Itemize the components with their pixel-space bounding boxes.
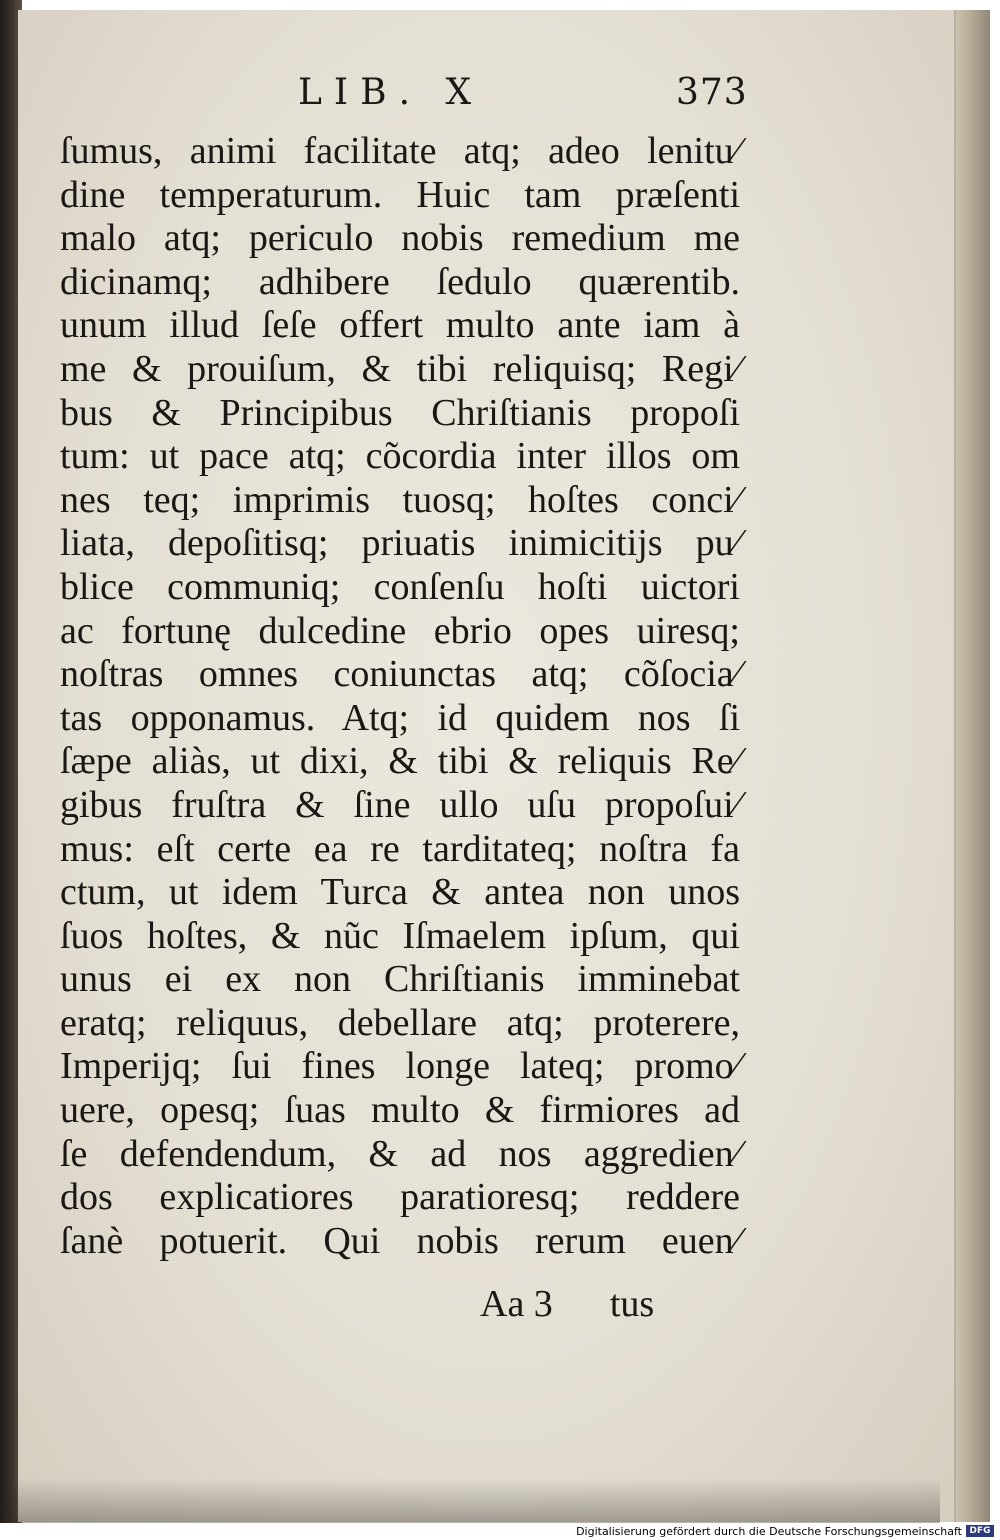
text-line: ſumus, animi facilitate atq; adeo lenitu⁄: [60, 130, 740, 172]
text-line: tas opponamus. Atq; id quidem nos ſi: [60, 696, 740, 739]
text-line: uere, opesq; ſuas multo & firmiores ad: [60, 1089, 740, 1132]
page-fore-edge: [956, 10, 990, 1522]
text-line: Imperijq; ſui fines longe lateq; promo⁄: [60, 1045, 740, 1088]
text-line: eratq; reliquus, debellare atq; proterere,: [60, 1001, 740, 1044]
text-line: ſuos hoſtes, & nũc Iſmaelem ipſum, qui: [60, 914, 740, 957]
text-line: ſe defendendum, & ad nos aggredien⁄: [60, 1132, 740, 1175]
text-line: nes teq; imprimis tuosq; hoſtes conci⁄: [60, 478, 740, 521]
running-head: LIB. X: [298, 72, 484, 113]
signature-mark: Aa 3: [480, 1283, 553, 1325]
page-number: 373: [676, 72, 748, 113]
text-line: ac fortunę dulcedine ebrio opes uiresq;: [60, 609, 740, 652]
text-line: dicinamq; adhibere ſedulo quærentib.: [60, 260, 740, 303]
text-line: liata, depoſitisq; priuatis inimicitijs pu⁄: [60, 522, 740, 565]
text-line: malo atq; periculo nobis remedium me: [60, 217, 740, 260]
text-line: blice communiq; conſenſu hoſti uictori: [60, 565, 740, 608]
text-line: dos explicatiores paratioresq; reddere: [60, 1176, 740, 1219]
text-line: ctum, ut idem Turca & antea non unos: [60, 871, 740, 914]
text-line: me & prouiſum, & tibi reliquisq; Regi⁄: [60, 347, 740, 390]
page-shadow: [0, 1478, 940, 1523]
dfg-logo: DFG: [966, 1525, 994, 1537]
text-line: gibus fruſtra & ſine ullo uſu propoſui⁄: [60, 783, 740, 826]
signature-line: [480, 1282, 654, 1326]
catchword: tus: [609, 1283, 655, 1325]
funding-credit: Digitalisierung gefördert durch die Deutsche Forschungsgemeinschaft: [576, 1525, 962, 1538]
text-line: mus: eſt certe ea re tarditateq; noſtra fa: [60, 827, 740, 870]
text-block: [60, 130, 740, 1263]
text-line: dine temperaturum. Huic tam præſenti: [60, 173, 740, 216]
text-line: ſanè potuerit. Qui nobis rerum euen⁄: [60, 1219, 740, 1262]
text-line: bus & Principibus Chriſtianis propoſi: [60, 391, 740, 434]
text-line: noſtras omnes coniunctas atq; cõſocia⁄: [60, 653, 740, 696]
text-line: unus ei ex non Chriſtianis imminebat: [60, 958, 740, 1001]
text-line: ſæpe aliàs, ut dixi, & tibi & reliquis Re⁄: [60, 740, 740, 783]
footer-bar: [0, 1523, 1000, 1540]
text-line: tum: ut pace atq; cõcordia inter illos om: [60, 435, 740, 478]
text-line: unum illud ſeſe offert multo ante iam à: [60, 304, 740, 347]
